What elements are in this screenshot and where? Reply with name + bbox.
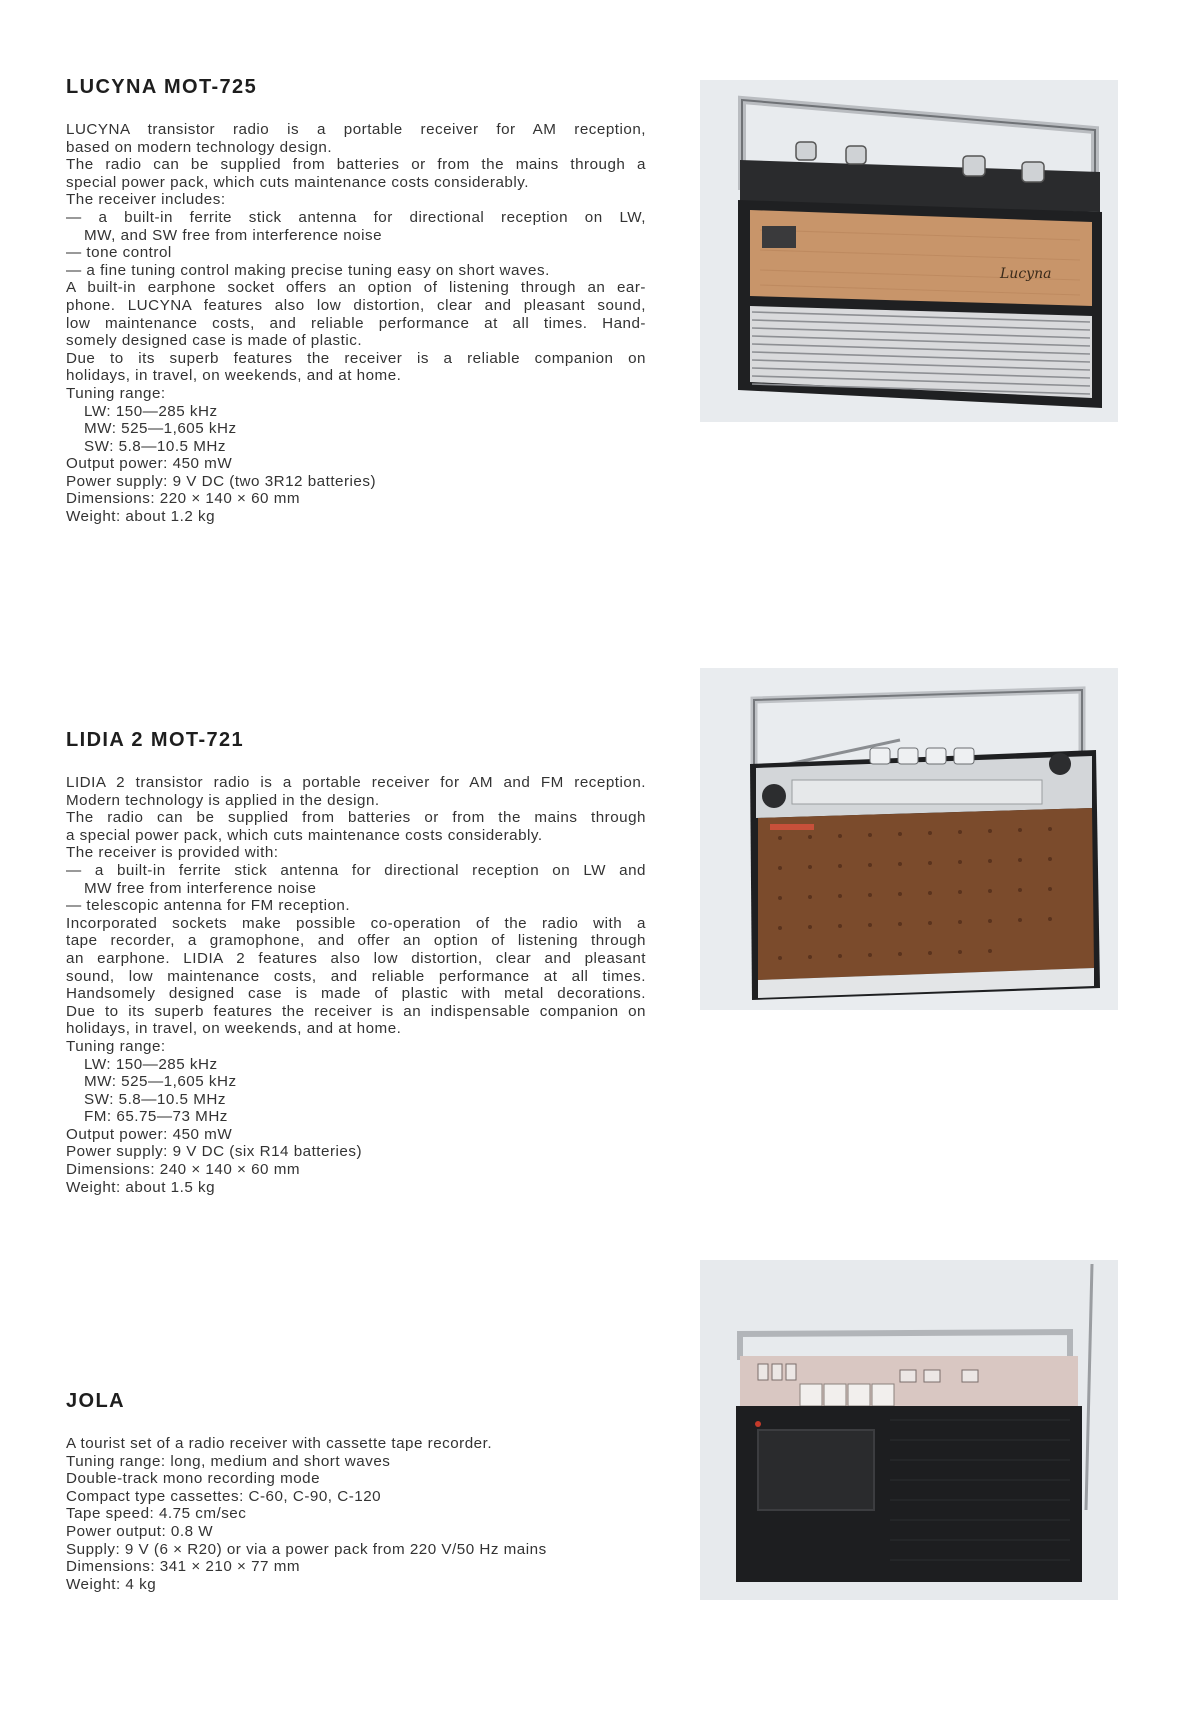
lucyna-text-line: — a fine tuning control making precise tuning easy on short waves. [66, 261, 550, 279]
section-lidia [66, 729, 646, 1196]
lucyna-text-line: low maintenance costs, and reliable performance at all times. Hand- [66, 314, 646, 332]
lidia-spec-line: LW: 150—285 kHz [84, 1055, 218, 1073]
lidia-text-line: a special power pack, which cuts maintenance costs considerably. [66, 826, 543, 844]
lidia-text-line: The receiver is provided with: [66, 844, 279, 862]
lidia-title: LIDIA 2 MOT-721 [66, 729, 245, 751]
lucyna-photo [700, 80, 1118, 422]
jola-spec-line: Compact type cassettes: C-60, C-90, C-120 [66, 1487, 382, 1505]
jola-spec-line: Double-track mono recording mode [66, 1470, 321, 1488]
lucyna-text-line: The receiver includes: [66, 191, 226, 209]
lidia-text-line: Incorporated sockets make possible co-operation of the radio with a [66, 914, 646, 932]
lucyna-spec-line: LW: 150—285 kHz [84, 402, 218, 420]
lidia-text-line: holidays, in travel, on weekends, and at home. [66, 1020, 402, 1038]
lidia-spec-line: Output power: 450 mW [66, 1125, 233, 1143]
lidia-spec-line: SW: 5.8—10.5 MHz [84, 1090, 226, 1108]
jola-spec-line: Supply: 9 V (6 × R20) or via a power pack from 220 V/50 Hz mains [66, 1540, 547, 1558]
lidia-photo [700, 668, 1118, 1010]
lidia-spec-line: FM: 65.75—73 MHz [84, 1108, 228, 1126]
lidia-text-line: an earphone. LIDIA 2 features also low distortion, clear and pleasant [66, 949, 646, 967]
lucyna-text-line: somely designed case is made of plastic. [66, 332, 363, 350]
lucyna-text-line: The radio can be supplied from batteries or from the mains through a [66, 156, 646, 174]
lucyna-spec-line: SW: 5.8—10.5 MHz [84, 437, 226, 455]
lucyna-text-line: phone. LUCYNA features also low distortion, clear and pleasant sound, [66, 296, 646, 314]
jola-text-line: A tourist set of a radio receiver with cassette tape recorder. [66, 1435, 493, 1452]
lidia-text-line: Handsomely designed case is made of plastic with metal decorations. [66, 985, 646, 1003]
lucyna-spec-line: Dimensions: 220 × 140 × 60 mm [66, 490, 300, 508]
lucyna-text-line: — tone control [66, 244, 172, 262]
lucyna-title: LUCYNA MOT-725 [66, 76, 258, 98]
lucyna-photo-logo: Lucyna [1000, 266, 1052, 282]
lidia-text-line: sound, low maintenance costs, and reliable performance at all times. [66, 967, 646, 985]
jola-spec-line: Power output: 0.8 W [66, 1522, 214, 1540]
lucyna-text-line: based on modern technology design. [66, 138, 333, 156]
lidia-spec-line: Dimensions: 240 × 140 × 60 mm [66, 1161, 300, 1179]
lucyna-text-line: special power pack, which cuts maintenance costs considerably. [66, 173, 529, 191]
jola-spec-line: Dimensions: 341 × 210 × 77 mm [66, 1558, 300, 1576]
lidia-spec-line: MW: 525—1,605 kHz [84, 1073, 237, 1091]
jola-photo [700, 1260, 1118, 1600]
lucyna-spec-line: MW: 525—1,605 kHz [84, 420, 237, 438]
lucyna-text-line: MW, and SW free from interference noise [84, 226, 383, 244]
lucyna-spec-line: Power supply: 9 V DC (two 3R12 batteries) [66, 472, 377, 490]
lidia-text-line: The radio can be supplied from batteries or from the mains through [66, 809, 646, 827]
lucyna-spec-heading: Tuning range: [66, 384, 166, 402]
lidia-text-line: LIDIA 2 transistor radio is a portable receiver for AM and FM reception. [66, 774, 646, 791]
lucyna-spec-line: Output power: 450 mW [66, 455, 233, 473]
jola-spec-line: Tape speed: 4.75 cm/sec [66, 1505, 247, 1523]
lidia-text-line: MW free from interference noise [84, 879, 317, 897]
lucyna-spec-line: Weight: about 1.2 kg [66, 508, 216, 526]
jola-spec-line: Tuning range: long, medium and short waves [66, 1452, 391, 1470]
lidia-spec-heading: Tuning range: [66, 1037, 166, 1055]
lucyna-text-line: — a built-in ferrite stick antenna for directional reception on LW, [66, 208, 646, 226]
lidia-text-line: — telescopic antenna for FM reception. [66, 897, 351, 915]
section-lucyna [66, 76, 646, 526]
lucyna-text-line: A built-in earphone socket offers an option of listening through an ear- [66, 279, 646, 297]
lucyna-text-line: Due to its superb features the receiver is a reliable companion on [66, 349, 646, 367]
lidia-text-line: — a built-in ferrite stick antenna for directional reception on LW and [66, 861, 646, 879]
jola-spec-line: Weight: 4 kg [66, 1575, 157, 1593]
lidia-text-line: Due to its superb features the receiver is an indispensable companion on [66, 1002, 646, 1020]
lidia-text-line: Modern technology is applied in the design. [66, 791, 380, 809]
lidia-spec-line: Power supply: 9 V DC (six R14 batteries) [66, 1143, 363, 1161]
jola-title: JOLA [66, 1390, 125, 1412]
lidia-text-line: tape recorder, a gramophone, and offer an option of listening through [66, 932, 646, 950]
lucyna-text-line: LUCYNA transistor radio is a portable receiver for AM reception, [66, 121, 646, 138]
lidia-spec-line: Weight: about 1.5 kg [66, 1178, 216, 1196]
section-jola [66, 1390, 646, 1593]
lucyna-text-line: holidays, in travel, on weekends, and at home. [66, 367, 402, 385]
